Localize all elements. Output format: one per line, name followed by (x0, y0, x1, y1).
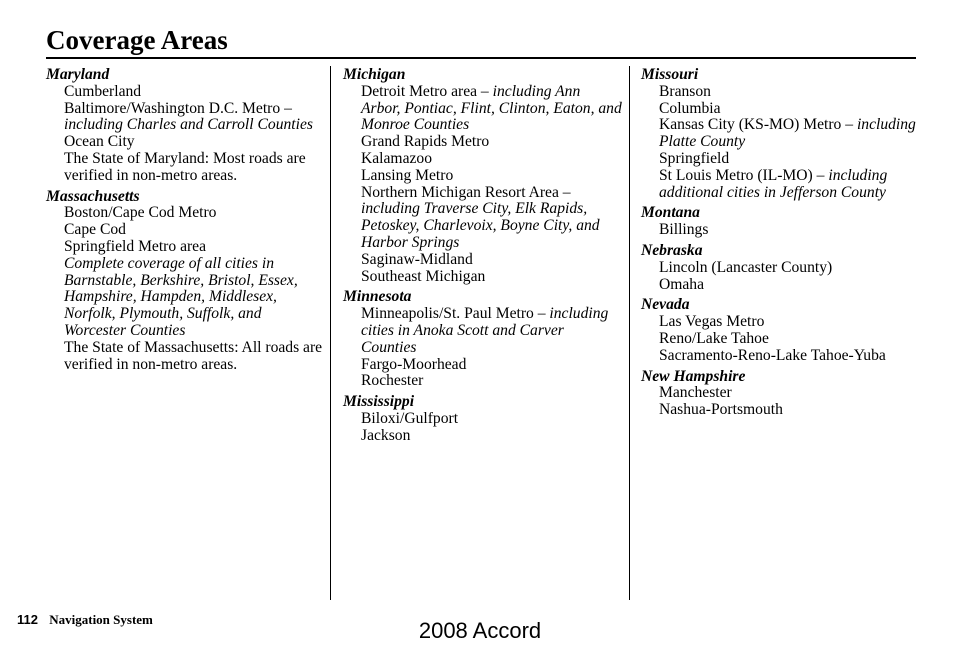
coverage-area-name: Baltimore/Washington D.C. Metro – (64, 99, 292, 117)
coverage-list (641, 385, 921, 419)
coverage-area-note: including cities in Anoka Scott and Carver Counties (361, 305, 609, 356)
state-section (641, 243, 921, 293)
coverage-item (64, 84, 324, 101)
coverage-list (641, 84, 921, 202)
coverage-area-name: Southeast Michigan (361, 267, 486, 285)
coverage-item (361, 373, 623, 390)
footer-section-title: Navigation System (49, 612, 153, 627)
coverage-area-name: Grand Rapids Metro (361, 133, 490, 151)
state-heading: Missouri (641, 66, 699, 83)
coverage-area-name: Springfield Metro area (64, 237, 207, 255)
coverage-item (659, 151, 921, 168)
coverage-area-note: including Platte County (659, 116, 916, 151)
coverage-area-name: Minneapolis/St. Paul Metro – (361, 305, 550, 323)
coverage-list (641, 314, 921, 364)
state-section (641, 205, 921, 239)
coverage-item (659, 222, 921, 239)
coverage-item (361, 168, 623, 185)
state-heading: Montana (641, 204, 700, 222)
state-section (343, 289, 623, 390)
state-heading: Nebraska (641, 241, 703, 259)
coverage-list (343, 306, 623, 390)
coverage-item (361, 185, 623, 252)
coverage-item (361, 411, 623, 428)
coverage-area-name: Ocean City (64, 133, 135, 151)
coverage-item (659, 101, 921, 118)
coverage-item (361, 84, 623, 134)
coverage-item (659, 260, 921, 277)
state-section (343, 394, 623, 444)
coverage-item (64, 256, 324, 340)
state-heading: Maryland (46, 66, 110, 83)
coverage-item (64, 239, 324, 256)
state-heading: Massachusetts (46, 187, 140, 205)
coverage-list (343, 411, 623, 445)
coverage-area-name: Kalamazoo (361, 149, 433, 167)
state-section (343, 67, 623, 285)
coverage-area-name: Northern Michigan Resort Area – (361, 183, 571, 201)
coverage-item (361, 269, 623, 286)
coverage-area-name: Las Vegas Metro (659, 313, 765, 331)
coverage-area-name: Columbia (659, 99, 721, 117)
coverage-area-name: St Louis Metro (IL-MO) – (659, 166, 829, 184)
column-3 (641, 67, 921, 423)
coverage-area-name: Kansas City (KS-MO) Metro – (659, 116, 857, 134)
coverage-list (46, 84, 324, 185)
coverage-item (659, 117, 921, 151)
coverage-area-name: Jackson (361, 426, 411, 444)
coverage-item (361, 134, 623, 151)
coverage-list (343, 84, 623, 286)
coverage-area-name: Lincoln (Lancaster County) (659, 258, 833, 276)
column-2 (343, 67, 623, 449)
coverage-area-note: Complete coverage of all cities in Barnstable, Berkshire, Bristol, Essex, Hampshire, Hampden, Middlesex, Norfolk, Plymouth, Suffolk, and Worcester Counties (64, 254, 298, 339)
coverage-list (641, 260, 921, 294)
coverage-item (64, 134, 324, 151)
page-number: 112 (17, 612, 38, 627)
coverage-item (361, 306, 623, 356)
coverage-area-name: Cumberland (64, 82, 142, 100)
coverage-list (641, 222, 921, 239)
state-section (641, 369, 921, 419)
title-rule (46, 57, 916, 59)
coverage-item (361, 428, 623, 445)
coverage-area-name: Branson (659, 82, 711, 100)
coverage-area-note: including Charles and Carroll Counties (64, 116, 313, 134)
coverage-area-name: Lansing Metro (361, 166, 454, 184)
state-heading: Mississippi (343, 393, 415, 411)
coverage-item (659, 277, 921, 294)
coverage-item (659, 348, 921, 365)
coverage-area-name: Saginaw-Midland (361, 250, 473, 268)
coverage-item (659, 168, 921, 202)
coverage-item (659, 402, 921, 419)
column-divider (330, 66, 331, 600)
coverage-area-name: Cape Cod (64, 221, 126, 239)
coverage-item (361, 151, 623, 168)
coverage-area-note: including Traverse City, Elk Rapids, Petoskey, Charlevoix, Boyne City, and Harbor Springs (361, 200, 600, 251)
coverage-item (361, 357, 623, 374)
state-heading: New Hampshire (641, 367, 746, 385)
coverage-area-name: Detroit Metro area – (361, 82, 493, 100)
column-divider (629, 66, 630, 600)
coverage-area-name: Nashua-Portsmouth (659, 401, 783, 419)
coverage-area-note: including additional cities in Jefferson County (659, 166, 888, 201)
coverage-area-name: The State of Massachusetts: All roads are verified in non-metro areas. (64, 338, 323, 373)
coverage-area-name: Omaha (659, 275, 705, 293)
coverage-item (64, 222, 324, 239)
page-title: Coverage Areas (46, 25, 228, 55)
coverage-item (64, 340, 324, 374)
coverage-area-note: including Ann Arbor, Pontiac, Flint, Clinton, Eaton, and Monroe Counties (361, 82, 622, 134)
coverage-area-name: Sacramento-Reno-Lake Tahoe-Yuba (659, 346, 886, 364)
column-1 (46, 67, 324, 377)
coverage-item (64, 151, 324, 185)
state-section (641, 297, 921, 364)
coverage-area-name: Manchester (659, 384, 732, 402)
state-heading: Michigan (343, 66, 406, 83)
state-heading: Minnesota (343, 288, 412, 306)
coverage-area-name: The State of Maryland: Most roads are verified in non-metro areas. (64, 149, 306, 184)
coverage-area-name: Reno/Lake Tahoe (659, 329, 769, 347)
coverage-item (659, 84, 921, 101)
coverage-item (659, 385, 921, 402)
watermark-text: 2008 Accord (418, 618, 542, 643)
coverage-item (659, 331, 921, 348)
coverage-area-name: Biloxi/Gulfport (361, 409, 459, 427)
coverage-area-name: Springfield (659, 149, 730, 167)
state-section (641, 67, 921, 201)
coverage-area-name: Fargo-Moorhead (361, 355, 467, 373)
coverage-item (659, 314, 921, 331)
coverage-area-name: Rochester (361, 372, 424, 390)
coverage-item (361, 252, 623, 269)
coverage-item (64, 205, 324, 222)
coverage-item (64, 101, 324, 135)
state-section (46, 67, 324, 185)
state-section (46, 189, 324, 374)
coverage-area-name: Billings (659, 221, 709, 239)
state-heading: Nevada (641, 296, 690, 314)
coverage-area-name: Boston/Cape Cod Metro (64, 204, 217, 222)
coverage-list (46, 205, 324, 373)
